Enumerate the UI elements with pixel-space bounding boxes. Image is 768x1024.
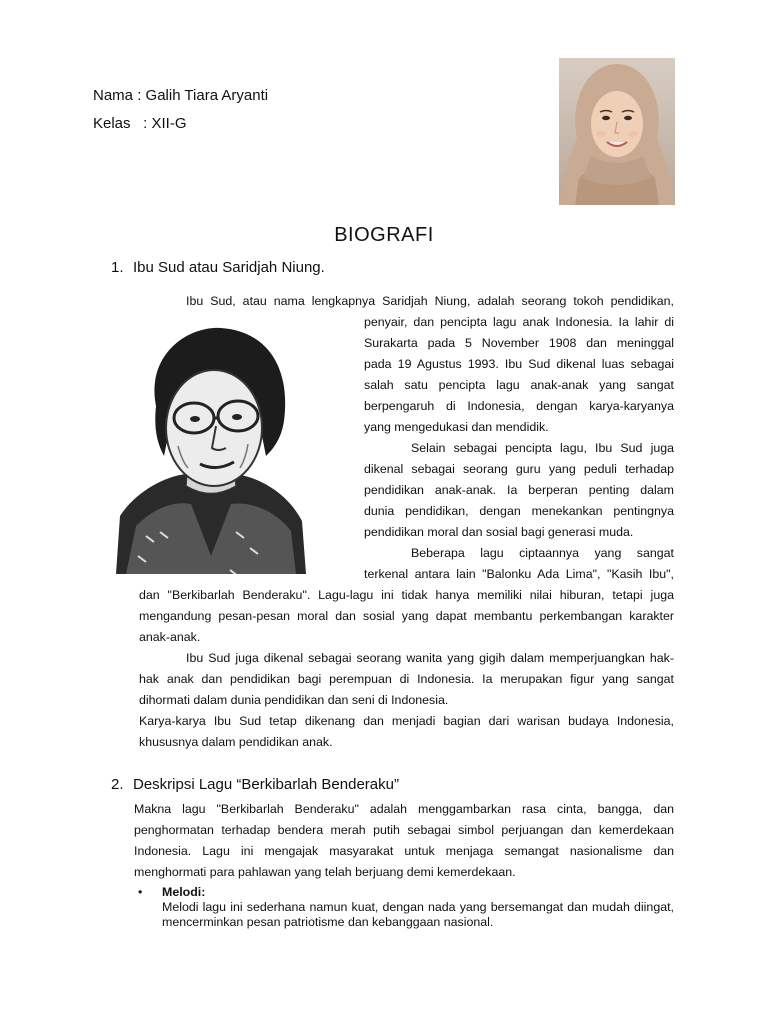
section-1-line: Selain sebagai pencipta lagu, Ibu Sud juga (411, 441, 674, 455)
section-1-line: yang mengedukasi dan mendidik. (364, 420, 549, 434)
ibu-sud-portrait (116, 326, 306, 574)
student-photo (559, 58, 675, 205)
section-1-heading (111, 259, 325, 277)
section-1-line: pendidikan anak-anak. Ia berperan penting dalam (364, 483, 674, 497)
name-value: : Galih Tiara Aryanti (137, 87, 269, 104)
section-1-para-3-continued: dan "Berkibarlah Benderaku". Lagu-lagu ini tidak hanya memiliki nilai hiburan, tetapi juga mengandung pesan-pesan moral dan sosial yang dapat membantu perkembangan karakter anak-anak. (139, 588, 674, 644)
bullet-text: Melodi lagu ini sederhana namun kuat, dengan nada yang bersemangat dan mudah diingat, mencerminkan pesan patriotisme dan kebanggaan nasional. (162, 900, 674, 929)
section-1-para-4: Ibu Sud juga dikenal sebagai seorang wanita yang gigih dalam memperjuangkan hak-hak anak dan pendidikan bagi perempuan di Indonesia. Ia merupakan figur yang sangat dihormati dalam dunia pendidikan dan seni di Indonesia. (139, 651, 674, 707)
section-2-title: Deskripsi Lagu “Berkibarlah Benderaku” (133, 776, 399, 793)
section-1-number: 1. (111, 259, 124, 276)
student-photo-image (559, 58, 675, 205)
section-1-line: Surakarta pada 5 November 1908 dan meninggal (364, 336, 674, 350)
section-1-line: dikenal sebagai seorang guru yang peduli terhadap (364, 462, 674, 476)
student-name-row (93, 87, 268, 105)
section-2-para-1: Makna lagu "Berkibarlah Benderaku" adalah menggambarkan rasa cinta, bangga, dan penghormatan terhadap bendera merah putih sebagai simbol perjuangan dan kemerdekaan Indonesia. Lagu ini mengajak masyarakat untuk menjaga semangat nasionalisme dan menghormati para pahlawan yang telah berjuang demi kemerdekaan. (134, 802, 674, 879)
section-1-line: pendidikan moral dan sosial bagi generasi muda. (364, 525, 634, 539)
section-1-line: dunia pendidikan, dengan menekankan pentingnya (364, 504, 674, 518)
page-title: BIOGRAFI (334, 224, 434, 246)
student-class-row (93, 115, 187, 133)
section-1-line: Ibu Sud, atau nama lengkapnya Saridjah Niung, adalah seorang tokoh pendidikan, (186, 294, 674, 308)
section-1-line: berpengaruh di Indonesia, dengan karya-karyanya (364, 399, 674, 413)
section-1-line: penyair, dan pencipta lagu anak Indonesia. Ia lahir di (364, 315, 674, 329)
section-1-line: pada 19 Agustus 1993. Ibu Sud dikenal luas sebagai (364, 357, 674, 371)
section-2-heading (111, 776, 399, 794)
section-1-line: terkenal antara lain "Balonku Ada Lima", "Kasih Ibu", (364, 567, 674, 581)
section-1-line: salah satu pencipta lagu anak-anak yang sangat (364, 378, 674, 392)
section-1-line: Beberapa lagu ciptaannya yang sangat (411, 546, 674, 560)
class-label: Kelas (93, 115, 131, 132)
class-value: : XII-G (143, 115, 187, 132)
name-label: Nama (93, 87, 134, 104)
bullet-label: Melodi: (162, 885, 206, 899)
ibu-sud-portrait-image (116, 326, 306, 574)
section-1-para-5: Karya-karya Ibu Sud tetap dikenang dan menjadi bagian dari warisan budaya Indonesia, khususnya dalam pendidikan anak. (139, 714, 674, 749)
bullet-marker: • (138, 885, 143, 899)
section-1-title: Ibu Sud atau Saridjah Niung. (133, 259, 325, 276)
section-2-number: 2. (111, 776, 124, 793)
